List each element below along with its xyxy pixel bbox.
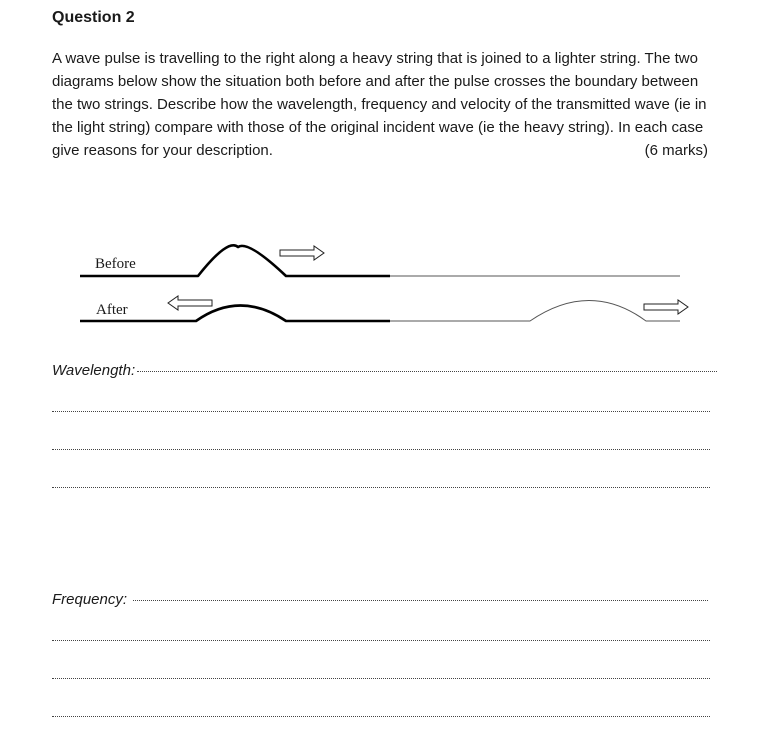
answer-dotted-line[interactable] bbox=[52, 716, 710, 717]
answer-dotted-line[interactable] bbox=[137, 371, 717, 372]
question-title: Question 2 bbox=[52, 9, 135, 26]
wave-pulse-diagram bbox=[0, 230, 772, 340]
after-label: After bbox=[96, 302, 128, 318]
frequency-label: Frequency: bbox=[52, 591, 128, 608]
right-arrow-icon bbox=[280, 246, 324, 260]
answer-dotted-line[interactable] bbox=[52, 411, 710, 412]
answer-dotted-line[interactable] bbox=[133, 600, 708, 601]
answer-dotted-line[interactable] bbox=[52, 640, 710, 641]
left-arrow-icon bbox=[168, 296, 212, 310]
question-body: A wave pulse is travelling to the right along a heavy string that is joined to a lighter string. The two diagrams below show the situation both before and after the pulse crosses the boundary between the two strings. Describe how the wavelength, frequency and velocity of the transmitted wave (ie in the light string) compare with those of the original incident wave (ie the heavy string). In each case give reasons for your description. bbox=[52, 50, 707, 159]
question-text bbox=[52, 47, 722, 162]
wavelength-label: Wavelength: bbox=[52, 362, 136, 379]
marks-label: (6 marks) bbox=[644, 142, 708, 159]
answer-dotted-line[interactable] bbox=[52, 678, 710, 679]
before-label: Before bbox=[95, 256, 136, 272]
answer-dotted-line[interactable] bbox=[52, 449, 710, 450]
after-light-string bbox=[390, 301, 680, 322]
frequency-answer-row[interactable] bbox=[52, 591, 708, 608]
wavelength-answer-row[interactable] bbox=[52, 362, 717, 379]
right-arrow-icon bbox=[644, 300, 688, 314]
answer-dotted-line[interactable] bbox=[52, 487, 710, 488]
